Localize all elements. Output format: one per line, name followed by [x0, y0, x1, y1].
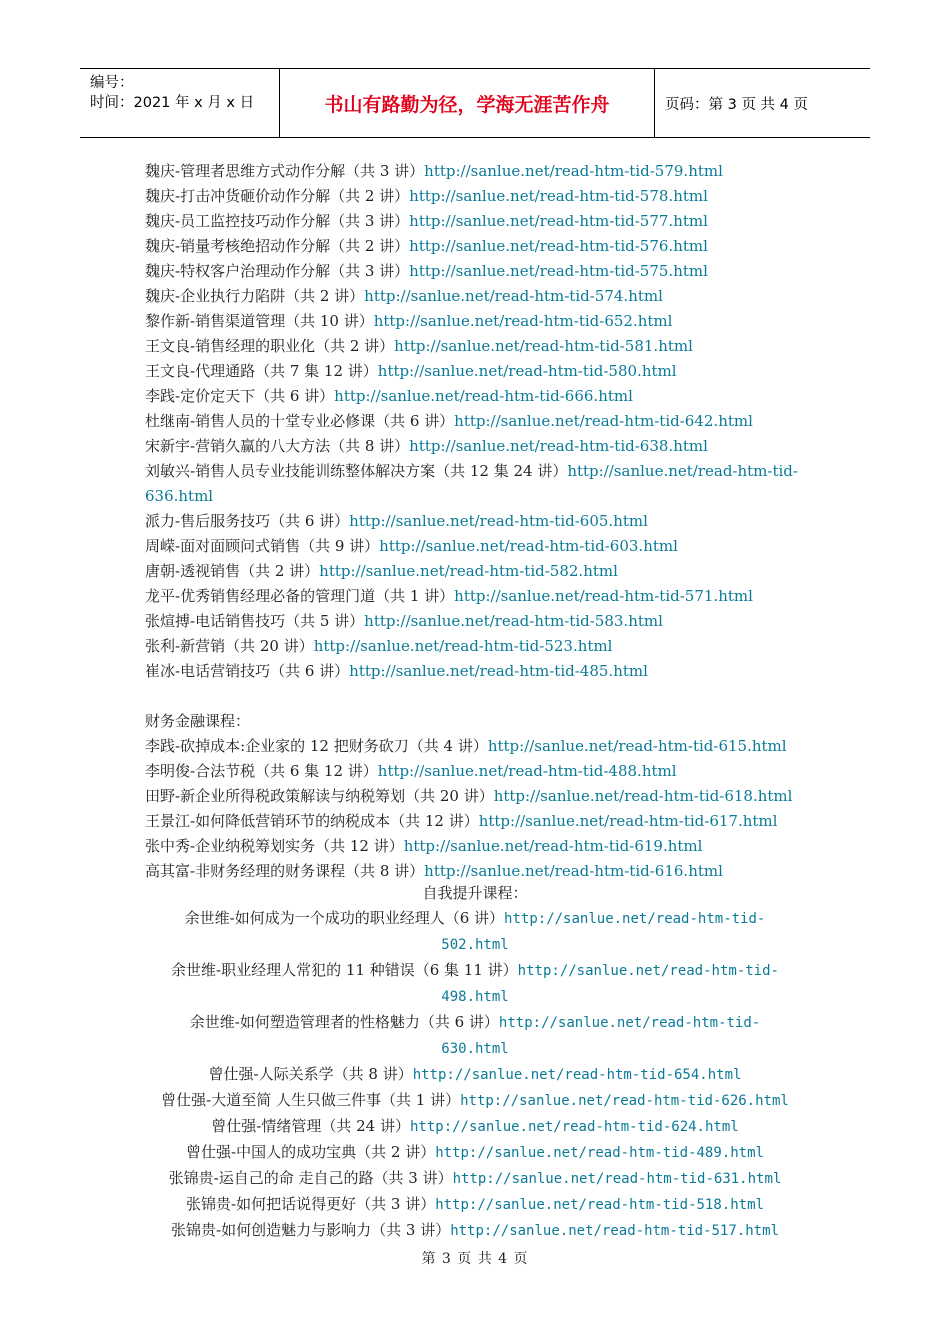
- course-link[interactable]: http://sanlue.net/read-htm-tid-581.html: [394, 337, 693, 355]
- course-link[interactable]: http://sanlue.net/read-htm-tid-571.html: [454, 587, 753, 605]
- course-item: [145, 834, 825, 859]
- course-item: [145, 234, 825, 259]
- number-label: 编号：: [90, 75, 134, 91]
- course-link-continued[interactable]: 630.html: [441, 1041, 509, 1057]
- course-item: [145, 384, 825, 409]
- course-title: 李践-砍掉成本:企业家的 12 把财务砍刀（共 4 讲）: [145, 737, 488, 755]
- course-link[interactable]: http://sanlue.net/read-htm-tid-615.html: [487, 737, 787, 755]
- course-title: 龙平-优秀销售经理必备的管理门道（共 1 讲）: [145, 587, 455, 605]
- course-title: 魏庆-特权客户治理动作分解（共 3 讲）: [145, 262, 410, 280]
- course-item: [145, 1114, 805, 1140]
- course-item: [145, 184, 825, 209]
- course-title: 杜继南-销售人员的十堂专业必修课（共 6 讲）: [145, 412, 455, 430]
- course-title: 余世维-职业经理人常犯的 11 种错误（6 集 11 讲）: [171, 961, 518, 979]
- course-link[interactable]: http://sanlue.net/read-htm-tid-666.html: [334, 387, 633, 405]
- course-link[interactable]: http://sanlue.net/read-htm-tid-576.html: [409, 237, 708, 255]
- course-title: 高其富-非财务经理的财务课程（共 8 讲）: [145, 862, 425, 880]
- self-improvement-course-list: [145, 906, 805, 1244]
- header-motto: 书山有路勤为径，学海无涯苦作舟: [280, 69, 655, 137]
- course-title: 魏庆-员工监控技巧动作分解（共 3 讲）: [145, 212, 410, 230]
- course-title: 张锦贵-运自己的命 走自己的路（共 3 讲）: [168, 1169, 453, 1187]
- course-item: [145, 1166, 805, 1192]
- course-title: 魏庆-管理者思维方式动作分解（共 3 讲）: [145, 162, 425, 180]
- self-improvement-section: [145, 881, 805, 1244]
- course-title: 余世维-如何成为一个成功的职业经理人（6 讲）: [184, 909, 505, 927]
- course-title: 唐朝-透视销售（共 2 讲）: [145, 562, 320, 580]
- course-link[interactable]: http://sanlue.net/read-htm-tid-579.html: [424, 162, 723, 180]
- course-link[interactable]: http://sanlue.net/read-htm-tid-605.html: [349, 512, 648, 530]
- header-page-number: 页码：第 3 页 共 4 页: [665, 96, 808, 113]
- course-item: [145, 634, 825, 659]
- course-title: 曾仕强-大道至简 人生只做三件事（共 1 讲）: [161, 1091, 461, 1109]
- course-item: [145, 734, 825, 759]
- course-link[interactable]: http://sanlue.net/read-htm-tid-488.html: [377, 762, 677, 780]
- course-item: [145, 759, 825, 784]
- course-item: [145, 659, 825, 684]
- course-link[interactable]: http://sanlue.net/read-htm-tid-580.html: [377, 362, 677, 380]
- course-link[interactable]: http://sanlue.net/read-htm-tid-603.html: [379, 537, 678, 555]
- course-link[interactable]: http://sanlue.net/read-htm-tid-578.html: [409, 187, 708, 205]
- course-item: [145, 284, 825, 309]
- course-title: 魏庆-销量考核绝招动作分解（共 2 讲）: [145, 237, 410, 255]
- sales-course-list: [145, 159, 825, 684]
- course-item: [145, 1088, 805, 1114]
- course-link[interactable]: http://sanlue.net/read-htm-tid-624.html: [409, 1119, 739, 1135]
- course-link-continued[interactable]: 498.html: [441, 989, 509, 1005]
- course-item: [145, 1140, 805, 1166]
- course-link[interactable]: http://sanlue.net/read-htm-tid-517.html: [450, 1223, 779, 1239]
- course-link[interactable]: http://sanlue.net/read-htm-tid-654.html: [412, 1067, 742, 1083]
- course-link[interactable]: http://sanlue.net/read-htm-tid-: [498, 1015, 761, 1031]
- course-title: 王景江-如何降低营销环节的纳税成本（共 12 讲）: [145, 812, 479, 830]
- course-link[interactable]: http://sanlue.net/read-htm-tid-618.html: [493, 787, 793, 805]
- course-link[interactable]: http://sanlue.net/read-htm-tid-617.html: [478, 812, 778, 830]
- course-item: [145, 409, 825, 434]
- course-link[interactable]: http://sanlue.net/read-htm-tid-619.html: [403, 837, 703, 855]
- course-link[interactable]: http://sanlue.net/read-htm-tid-638.html: [409, 437, 708, 455]
- course-link[interactable]: http://sanlue.net/read-htm-tid-: [517, 963, 779, 979]
- course-item: [145, 259, 825, 284]
- course-item: [145, 1218, 805, 1244]
- course-item: [145, 309, 825, 334]
- course-item: [145, 209, 825, 234]
- course-list: [145, 159, 825, 884]
- course-title: 田野-新企业所得税政策解读与纳税筹划（共 20 讲）: [145, 787, 494, 805]
- course-link[interactable]: http://sanlue.net/read-htm-tid-: [504, 911, 766, 927]
- course-title: 曾仕强-情绪管理（共 24 讲）: [211, 1117, 410, 1135]
- course-title: 曾仕强-人际关系学（共 8 讲）: [208, 1065, 413, 1083]
- course-item: [145, 1010, 805, 1062]
- course-link[interactable]: http://sanlue.net/read-htm-tid-577.html: [409, 212, 708, 230]
- course-link[interactable]: http://sanlue.net/read-htm-tid-523.html: [313, 637, 613, 655]
- course-title: 派力-售后服务技巧（共 6 讲）: [145, 512, 350, 530]
- course-item: [145, 159, 825, 184]
- course-title: 张中秀-企业纳税筹划实务（共 12 讲）: [145, 837, 404, 855]
- course-item: [145, 584, 825, 609]
- course-title: 周嵘-面对面顾问式销售（共 9 讲）: [145, 537, 380, 555]
- course-link[interactable]: http://sanlue.net/read-htm-tid-631.html: [452, 1171, 782, 1187]
- time-label: 时间：2021 年 x 月 x 日: [90, 95, 255, 111]
- course-item: [145, 784, 825, 809]
- course-link[interactable]: http://sanlue.net/read-htm-tid-652.html: [373, 312, 673, 330]
- course-link[interactable]: http://sanlue.net/read-htm-tid-626.html: [460, 1093, 789, 1109]
- course-item: [145, 1062, 805, 1088]
- course-link-continued[interactable]: 502.html: [441, 937, 509, 953]
- course-item: [145, 1192, 805, 1218]
- course-title: 魏庆-打击冲货砸价动作分解（共 2 讲）: [145, 187, 410, 205]
- course-title: 魏庆-企业执行力陷阱（共 2 讲）: [145, 287, 365, 305]
- course-item: [145, 534, 825, 559]
- course-title: 宋新宇-营销久赢的八大方法（共 8 讲）: [145, 437, 410, 455]
- course-item: [145, 906, 805, 958]
- course-item: [145, 559, 825, 584]
- course-link[interactable]: http://sanlue.net/read-htm-tid-636.html: [145, 462, 798, 505]
- course-item: [145, 509, 825, 534]
- course-link[interactable]: http://sanlue.net/read-htm-tid-582.html: [319, 562, 618, 580]
- finance-heading: 财务金融课程：: [145, 712, 251, 730]
- course-link[interactable]: http://sanlue.net/read-htm-tid-642.html: [454, 412, 753, 430]
- course-item: [145, 958, 805, 1010]
- course-title: 余世维-如何塑造管理者的性格魅力（共 6 讲）: [189, 1013, 499, 1031]
- course-link[interactable]: http://sanlue.net/read-htm-tid-518.html: [435, 1197, 764, 1213]
- course-item: [145, 434, 825, 459]
- course-title: 曾仕强-中国人的成功宝典（共 2 讲）: [186, 1143, 436, 1161]
- course-title: 张锦贵-如何创造魅力与影响力（共 3 讲）: [171, 1221, 451, 1239]
- course-title: 崔冰-电话营销技巧（共 6 讲）: [145, 662, 350, 680]
- course-title: 张煊搏-电话销售技巧（共 5 讲）: [145, 612, 365, 630]
- course-link[interactable]: http://sanlue.net/read-htm-tid-575.html: [409, 262, 708, 280]
- self-improvement-heading: 自我提升课程：: [422, 884, 528, 902]
- page-header: [80, 68, 870, 138]
- course-title: 张锦贵-如何把话说得更好（共 3 讲）: [186, 1195, 436, 1213]
- course-item: [145, 334, 825, 359]
- course-item: [145, 809, 825, 834]
- course-link[interactable]: http://sanlue.net/read-htm-tid-485.html: [349, 662, 648, 680]
- header-meta: [80, 69, 280, 137]
- course-link[interactable]: http://sanlue.net/read-htm-tid-616.html: [424, 862, 723, 880]
- course-item: [145, 609, 825, 634]
- course-title: 黎作新-销售渠道管理（共 10 讲）: [145, 312, 374, 330]
- course-link[interactable]: http://sanlue.net/read-htm-tid-574.html: [364, 287, 663, 305]
- course-title: 王文良-销售经理的职业化（共 2 讲）: [145, 337, 395, 355]
- course-title: 王文良-代理通路（共 7 集 12 讲）: [145, 362, 378, 380]
- course-item: [145, 459, 825, 509]
- finance-course-list: [145, 734, 825, 884]
- course-title: 刘敏兴-销售人员专业技能训练整体解决方案（共 12 集 24 讲）: [145, 462, 568, 480]
- course-link[interactable]: http://sanlue.net/read-htm-tid-489.html: [435, 1145, 764, 1161]
- course-item: [145, 359, 825, 384]
- course-title: 李明俊-合法节税（共 6 集 12 讲）: [145, 762, 378, 780]
- course-title: 张利-新营销（共 20 讲）: [145, 637, 314, 655]
- course-title: 李践-定价定天下（共 6 讲）: [145, 387, 335, 405]
- spacer: [145, 684, 825, 709]
- course-link[interactable]: http://sanlue.net/read-htm-tid-583.html: [364, 612, 663, 630]
- page-footer: 第 3 页 共 4 页: [421, 1251, 529, 1267]
